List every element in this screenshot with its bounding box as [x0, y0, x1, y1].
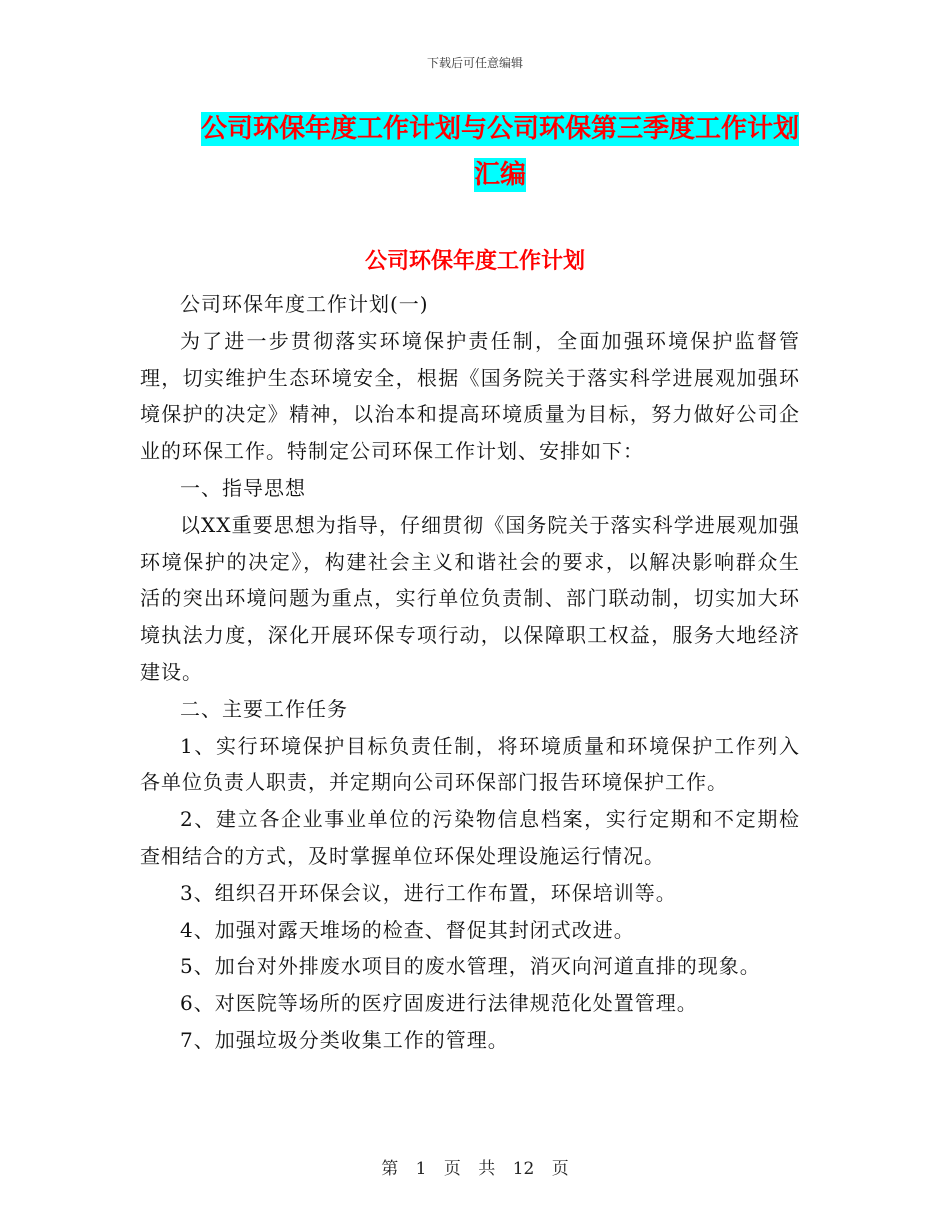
footer-total-label: 共: [478, 1159, 496, 1179]
paragraph: 2、建立各企业事业单位的污染物信息档案，实行定期和不定期检查相结合的方式，及时掌握单位环保处理设施运行情况。: [140, 807, 800, 868]
document-title: [150, 106, 850, 198]
paragraph: 3、组织召开环保会议，进行工作布置，环保培训等。: [180, 880, 677, 905]
footer-page-number: 1: [415, 1159, 427, 1179]
paragraph: 二、主要工作任务: [180, 696, 348, 721]
page-footer: [0, 1154, 950, 1179]
document-title-line2: 汇编: [473, 160, 526, 190]
paragraph: 7、加强垃圾分类收集工作的管理。: [180, 1027, 509, 1052]
paragraph: 4、加强对露天堆场的检查、督促其封闭式改进。: [180, 917, 635, 942]
footer-page-label: 页: [443, 1159, 461, 1179]
paragraph: 5、加台对外排废水项目的废水管理，消灭向河道直排的现象。: [180, 954, 761, 979]
paragraph: 1、实行环境保护目标负责任制，将环境质量和环境保护工作列入各单位负责人职责，并定期向公司环保部门报告环境保护工作。: [140, 733, 800, 795]
paragraph: 公司环保年度工作计划(一): [180, 292, 429, 316]
paragraph: 一、指导思想: [180, 475, 306, 500]
footer-suffix: 页: [551, 1159, 569, 1179]
section-title: 公司环保年度工作计划: [364, 249, 585, 274]
footer-total-pages: 12: [512, 1159, 535, 1179]
document-title-line1: 公司环保年度工作计划与公司环保第三季度工作计划: [200, 114, 799, 144]
paragraph: 以XX重要思想为指导，仔细贯彻《国务院关于落实科学进展观加强环境保护的决定》，构建社会主义和谐社会的要求，以解决影响群众生活的突出环境问题为重点，实行单位负责制、部门联动制，切实加大环境执法力度，深化开展环保专项行动，以保障职工权益，服务大地经济建设。: [140, 512, 800, 684]
paragraph: 6、对医院等场所的医疗固废进行法律规范化处置管理。: [180, 991, 698, 1016]
footer-prefix: 第: [381, 1159, 399, 1179]
paragraph: 为了进一步贯彻落实环境保护责任制，全面加强环境保护监督管理，切实维护生态环境安全，根据《国务院关于落实科学进展观加强环境保护的决定》精神，以治本和提高环境质量为目标，努力做好公司企业的环保工作。特制定公司环保工作计划、安排如下：: [140, 328, 800, 464]
header-note: 下载后可任意编辑: [426, 56, 523, 70]
document-body: [140, 286, 800, 1059]
